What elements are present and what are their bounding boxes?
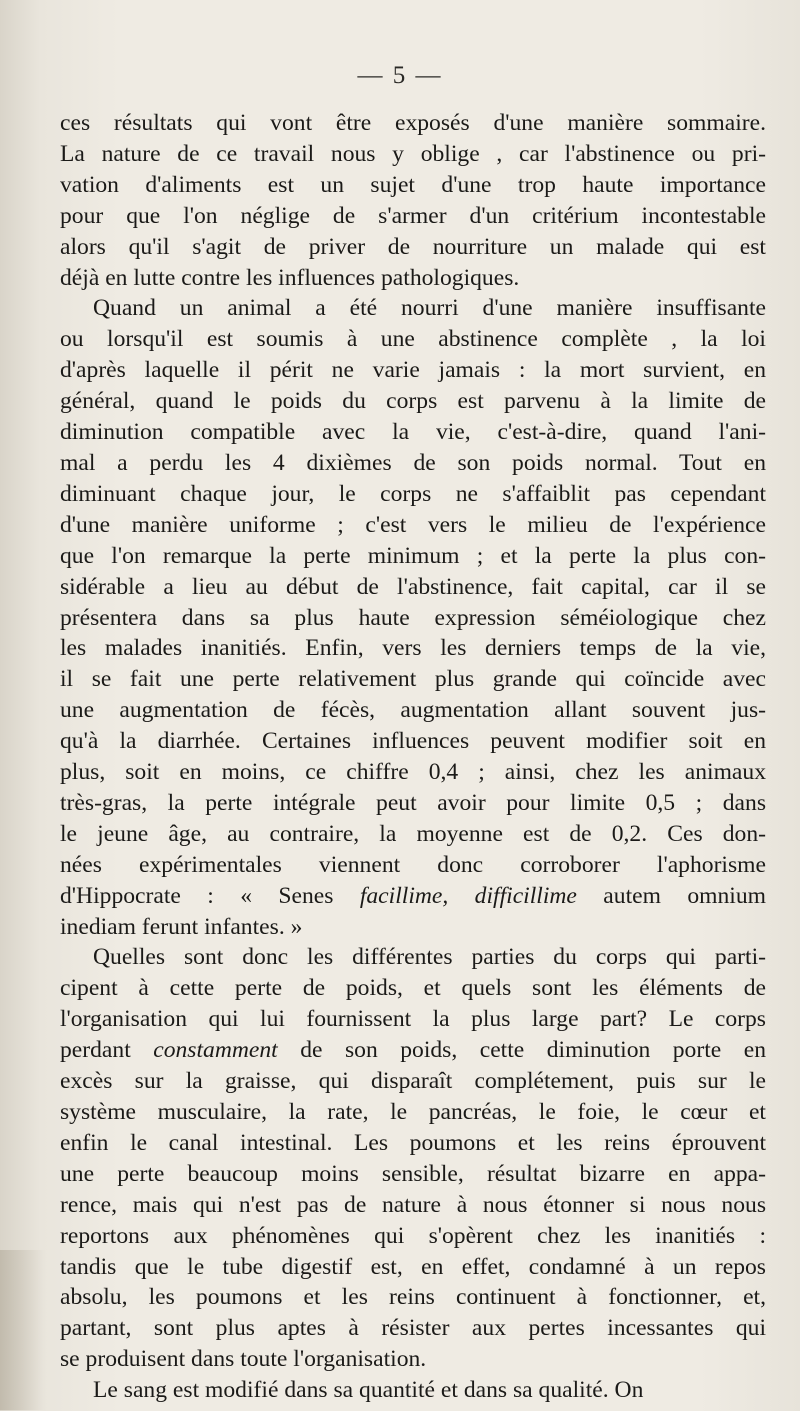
text-line: mal a perdu les 4 dixièmes de son poids normal. Tout en: [60, 449, 766, 476]
text-line: rence, mais qui n'est pas de nature à nous étonner si nous nous: [60, 1191, 766, 1218]
text-line: déjà en lutte contre les influences pathologiques.: [60, 264, 520, 291]
text-line: plus, soit en moins, ce chiffre 0,4 ; ainsi, chez les animaux: [60, 759, 766, 786]
text-line: qu'à la diarrhée. Certaines influences peuvent modifier soit en: [60, 728, 766, 755]
text-line: d'après laquelle il périt ne varie jamais : la mort survient, en: [60, 357, 766, 384]
body-text: [60, 108, 766, 1406]
text-line: sidérable a lieu au début de l'abstinence, fait capital, car il se: [60, 573, 766, 600]
text-line: le jeune âge, au contraire, la moyenne est de 0,2. Ces don-: [60, 820, 766, 847]
text-line: Quelles sont donc les différentes parties du corps qui parti-: [93, 944, 766, 971]
text-line: perdant constamment de son poids, cette diminution porte en: [60, 1037, 766, 1064]
text-line: se produisent dans toute l'organisation.: [60, 1346, 427, 1373]
text-line: ou lorsqu'il est soumis à une abstinence complète , la loi: [60, 326, 766, 353]
text-line: les malades inanitiés. Enfin, vers les derniers temps de la vie,: [60, 635, 766, 662]
text-line: excès sur la graisse, qui disparaît complétement, puis sur le: [60, 1068, 766, 1095]
page-number: — 5 —: [357, 62, 443, 89]
paragraph: [60, 942, 766, 1375]
text-line: l'organisation qui lui fournissent la plus large part? Le corps: [60, 1006, 766, 1033]
text-line: enfin le canal intestinal. Les poumons et les reins éprouvent: [60, 1129, 766, 1156]
text-line: Quand un animal a été nourri d'une manière insuffisante: [93, 295, 766, 322]
text-line: reportons aux phénomènes qui s'opèrent chez les inanitiés :: [60, 1222, 766, 1249]
text-line: alors qu'il s'agit de priver de nourriture un malade qui est: [60, 233, 766, 260]
paragraph: [60, 1375, 766, 1406]
text-line: général, quand le poids du corps est parvenu à la limite de: [60, 388, 766, 415]
text-line: d'Hippocrate : « Senes facillime, difficillime autem omnium: [60, 882, 766, 909]
paragraph: [60, 293, 766, 942]
text-line: une augmentation de fécès, augmentation allant souvent jus-: [60, 697, 766, 724]
text-line: diminution compatible avec la vie, c'est-à-dire, quand l'ani-: [60, 419, 766, 446]
text-line: tandis que le tube digestif est, en effet, condamné à un repos: [60, 1253, 766, 1280]
text-line: absolu, les poumons et les reins continuent à fonctionner, et,: [60, 1284, 766, 1311]
text-line: cipent à cette perte de poids, et quels sont les éléments de: [60, 975, 766, 1002]
text-line: diminuant chaque jour, le corps ne s'affaiblit pas cependant: [60, 480, 766, 507]
text-line: La nature de ce travail nous y oblige , car l'abstinence ou pri-: [60, 140, 766, 167]
text-line: pour que l'on néglige de s'armer d'un critérium incontestable: [60, 202, 766, 229]
text-line: nées expérimentales viennent donc corroborer l'aphorisme: [60, 851, 766, 878]
text-line: une perte beaucoup moins sensible, résultat bizarre en appa-: [60, 1160, 766, 1187]
text-line: inediam ferunt infantes. »: [60, 913, 303, 940]
text-line: vation d'aliments est un sujet d'une trop haute importance: [60, 171, 766, 198]
text-line: il se fait une perte relativement plus grande qui coïncide avec: [60, 666, 766, 693]
text-line: présentera dans sa plus haute expression séméiologique chez: [60, 604, 766, 631]
text-line: d'une manière uniforme ; c'est vers le milieu de l'expérience: [60, 511, 766, 538]
text-line: que l'on remarque la perte minimum ; et la perte la plus con-: [60, 542, 766, 569]
text-line: très-gras, la perte intégrale peut avoir pour limite 0,5 ; dans: [60, 789, 766, 816]
text-line: Le sang est modifié dans sa quantité et dans sa qualité. On: [93, 1377, 644, 1404]
paragraph: [60, 108, 766, 293]
page-edge-stain: [0, 1250, 46, 1410]
text-line: ces résultats qui vont être exposés d'une manière sommaire.: [60, 110, 766, 136]
text-line: partant, sont plus aptes à résister aux pertes incessantes qui: [60, 1315, 766, 1342]
text-line: système musculaire, la rate, le pancréas, le foie, le cœur et: [60, 1099, 766, 1125]
